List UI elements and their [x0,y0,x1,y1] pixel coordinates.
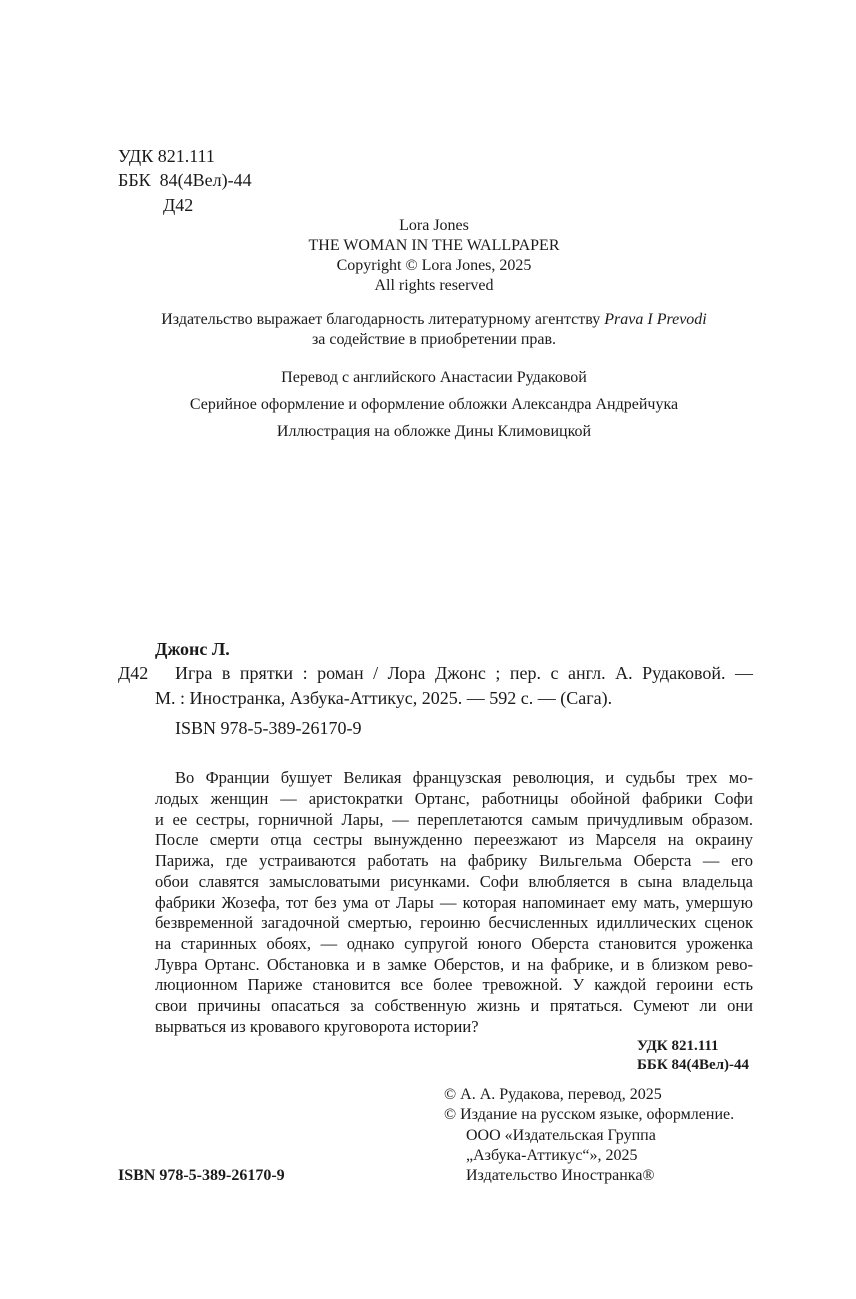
catalog-entry-line-2: М. : Иностранка, Азбука-Аттикус, 2025. — 592 с. — (Сага). [155,688,613,708]
original-author: Lora Jones [399,217,469,234]
acknowledgement-line-2: за содействие в приобретении прав. [311,331,557,348]
translation-copyright: © А. А. Рудакова, перевод, 2025 [444,1086,662,1103]
acknowledgement-text: Издательство выражает благодарность литературному агентству [161,311,601,328]
catalog-isbn: ISBN 978-5-389-26170-9 [175,718,362,738]
annotation-line: обои славятся замысловатыми рисунками. Софи влюбляется в сына владельца [155,872,753,891]
rights-reserved: All rights reserved [374,277,494,294]
annotation-line: свои причины опасаться за собственную жизнь и прятаться. Сумеют ли они [155,996,753,1015]
author-sign: Д42 [163,195,194,215]
original-copyright: Copyright © Lora Jones, 2025 [336,257,532,274]
catalog-bbk: ББК 84(4Вел)-44 [637,1057,750,1073]
publisher-name-line-2: „Азбука-Аттикус“», 2025 [466,1147,638,1164]
annotation-line: Парижа, где устраиваются работать на фабрику Вильгельма Оберста — его [155,851,753,870]
illustration-credit: Иллюстрация на обложке Дины Климовицкой [276,423,592,440]
edition-copyright: © Издание на русском языке, оформление. [444,1106,735,1123]
annotation-line: на старинных обоях, — однако супругой юного Оберста становится уроженка [155,934,753,953]
publisher-name-line-1: ООО «Издательская Группа [466,1127,656,1144]
annotation-line: люционном Париже становится все более тревожной. У каждой героини есть [155,975,753,994]
original-title: THE WOMAN IN THE WALLPAPER [308,237,560,254]
catalog-sign: Д42 [118,663,149,683]
design-credit: Серийное оформление и оформление обложки Александра Андрейчука [189,396,679,413]
imprint-name: Издательство Иностранка® [466,1167,655,1184]
bbk-code: ББК 84(4Вел)-44 [118,170,252,190]
udk-code: УДК 821.111 [118,146,215,166]
footer-isbn: ISBN 978-5-389-26170-9 [118,1167,285,1184]
agency-name: Prava I Prevodi [604,311,707,328]
annotation-line: вырваться из кровавого круговорота истории? [155,1017,479,1036]
catalog-entry-line-1: Игра в прятки : роман / Лора Джонс ; пер. с англ. А. Рудаковой. — [175,663,753,683]
acknowledgement-line-1 [0,310,856,330]
catalog-author-heading: Джонс Л. [155,639,230,659]
annotation-line: лодых женщин — аристократки Ортанс, работницы обойной фабрики Софи [155,789,753,808]
annotation-line: безвременной загадочной смертью, героиню бесчисленных идиллических сценок [155,913,753,932]
catalog-udk: УДК 821.111 [637,1038,719,1054]
annotation-line: и ее сестры, горничной Лары, — переплетаются самым причудливым образом. [155,810,753,829]
annotation-line: Во Франции бушует Великая французская революция, и судьбы трех мо- [175,768,753,787]
annotation-line: После смерти отца сестры вынужденно переезжают из Марселя на окраину [155,830,753,849]
annotation-line: Лувра Ортанс. Обстановка и в замке Оберстов, и на фабрике, и в близком рево- [155,955,753,974]
translator-credit: Перевод с английского Анастасии Рудаковой [281,369,587,386]
annotation-line: фабрики Жозефа, тот без ума от Лары — которая напоминает ему мать, умершую [155,893,753,912]
